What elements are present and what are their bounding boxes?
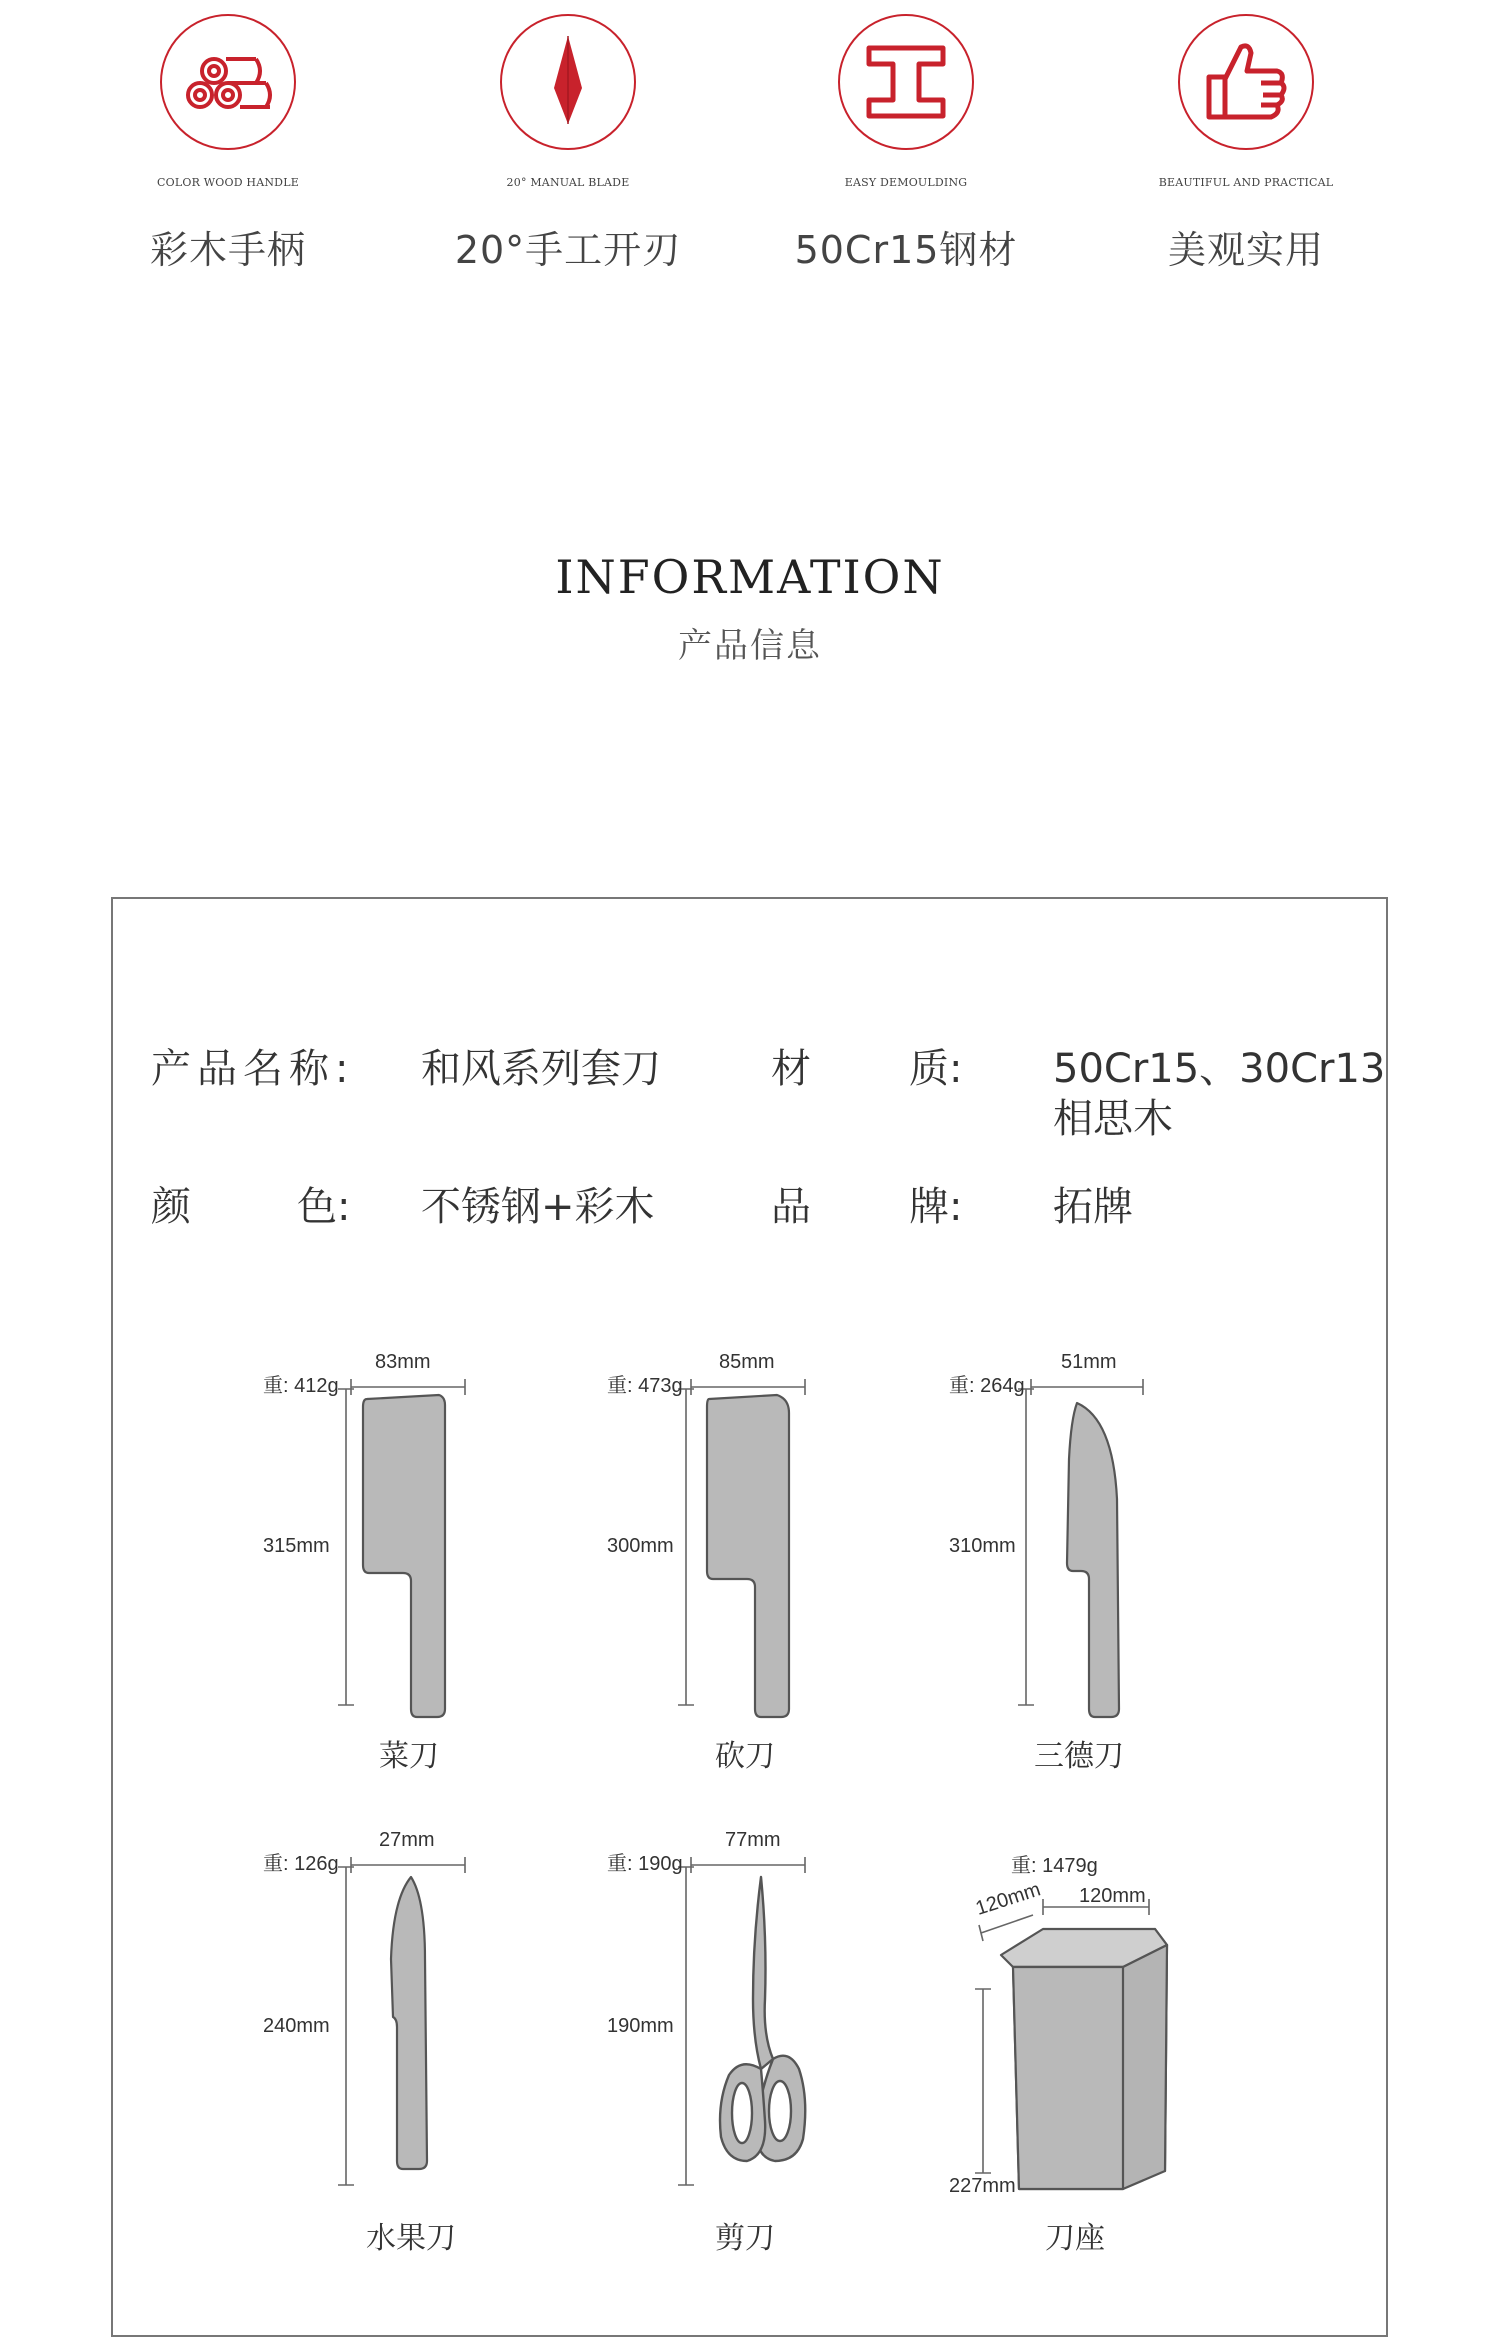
chef-knife-width: 83mm [375,1351,431,1373]
knife-block-face [1013,1967,1123,2189]
feature-en-label: BEAUTIFUL AND PRACTICAL [1158,176,1334,189]
scissors-weight: 重: 190g [607,1853,683,1875]
feature-cn-label: 50Cr15钢材 [794,228,1018,272]
features-row [0,0,1500,300]
color-label-b: 色: [297,1184,351,1230]
tool-shapes [363,1395,1167,2189]
brand-label-b: 牌: [909,1184,963,1230]
fruit-knife-height: 240mm [263,2015,330,2037]
scissors-shape [720,1877,805,2161]
santoku-shape [1067,1403,1119,1717]
chef-knife-shape [363,1395,445,1717]
fruit-knife-name: 水果刀 [366,2221,456,2256]
feature-en-label: COLOR WOOD HANDLE [157,176,299,189]
section-heading [0,550,1500,667]
knife-block-weight: 重: 1479g [1011,1855,1098,1877]
feature-cn-label: 彩木手柄 [149,228,306,272]
cleaver-width: 85mm [719,1351,775,1373]
chef-knife-height: 315mm [263,1535,330,1557]
color-label-a: 颜 [151,1184,191,1230]
material-value-2: 相思木 [1053,1096,1173,1142]
cleaver-weight: 重: 473g [607,1375,683,1397]
feature-en-label: 20° MANUAL BLADE [506,176,630,189]
santoku-weight: 重: 264g [949,1375,1025,1397]
product-name-value: 和风系列套刀 [421,1046,661,1092]
product-name-label: 产品名称: [151,1046,355,1092]
fruit-knife-weight: 重: 126g [263,1853,339,1875]
material-label-b: 质: [909,1046,963,1092]
cleaver-height: 300mm [607,1535,674,1557]
product-info-box [111,897,1388,2337]
brand-label-a: 品 [771,1184,811,1230]
section-title-en: INFORMATION [555,550,945,604]
material-label-a: 材 [771,1046,811,1092]
fruit-knife-shape [391,1877,427,2169]
knife-block-depth: 120mm [973,1878,1044,1920]
color-value: 不锈钢+彩木 [421,1184,655,1230]
santoku-height: 310mm [949,1535,1016,1557]
chef-knife-name: 菜刀 [379,1739,439,1774]
feature-manual-blade [418,14,718,274]
feature-cn-label: 20°手工开刃 [454,228,682,272]
cleaver-name: 砍刀 [715,1739,775,1774]
knife-block-name: 刀座 [1045,2221,1105,2256]
scissors-height: 190mm [607,2015,674,2037]
blade-icon [500,14,636,150]
cleaver-shape [707,1395,789,1717]
brand-value: 拓牌 [1053,1184,1133,1230]
scissors-name: 剪刀 [715,2221,775,2256]
section-title-cn: 产品信息 [678,626,822,666]
material-value-1: 50Cr15、30Cr13 [1053,1046,1386,1092]
knife-set-diagram [113,899,1390,2339]
wood-logs-icon [160,14,296,150]
feature-easy-demoulding [756,14,1056,274]
santoku-width: 51mm [1061,1351,1117,1373]
knife-block-width: 120mm [1079,1885,1146,1907]
thumbs-up-icon [1178,14,1314,150]
feature-color-wood-handle [78,14,378,274]
knife-diagram-drawing [113,899,1390,2339]
chef-knife-weight: 重: 412g [263,1375,339,1397]
scissors-width: 77mm [725,1829,781,1851]
steel-beam-icon [838,14,974,150]
santoku-name: 三德刀 [1034,1739,1124,1774]
fruit-knife-width: 27mm [379,1829,435,1851]
knife-block-height: 227mm [949,2175,1016,2197]
feature-en-label: EASY DEMOULDING [844,176,968,189]
feature-cn-label: 美观实用 [1167,228,1324,272]
feature-beautiful-practical [1096,14,1396,274]
